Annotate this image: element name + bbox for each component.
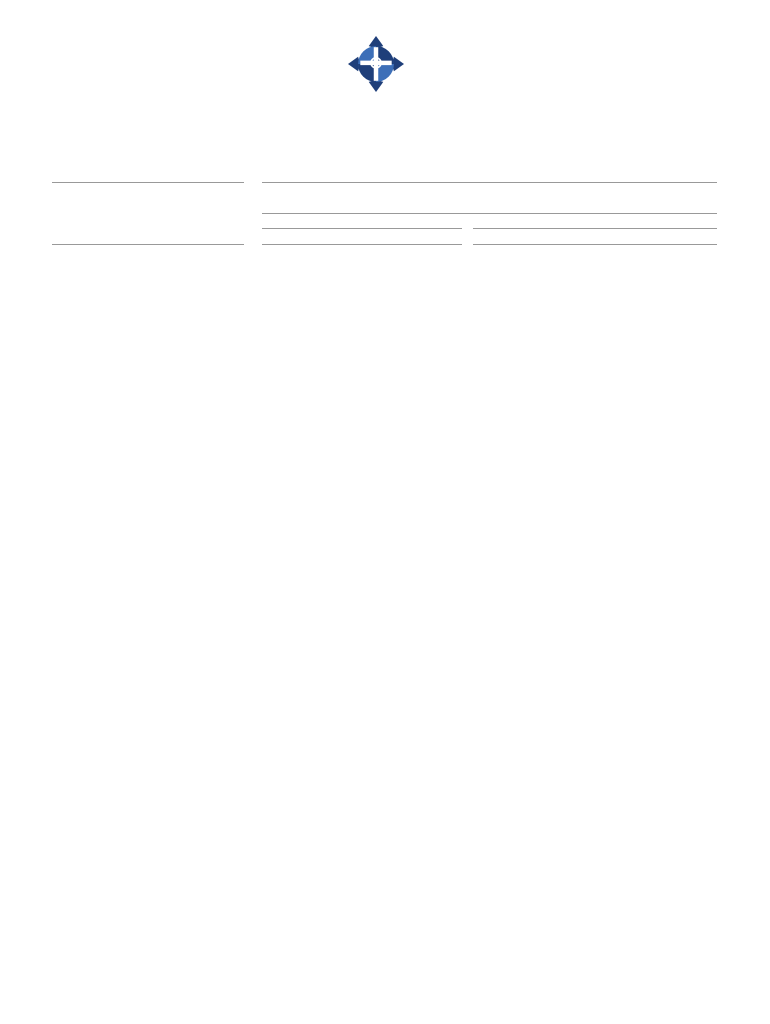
summary-box: [262, 182, 717, 214]
applies-row: [473, 213, 717, 229]
title-box: [52, 182, 244, 245]
school-logo: [300, 36, 452, 97]
compass-cross-icon: [348, 36, 404, 92]
created-row: [262, 229, 462, 245]
updated-row: [262, 213, 462, 229]
filetype-row: [473, 229, 717, 245]
